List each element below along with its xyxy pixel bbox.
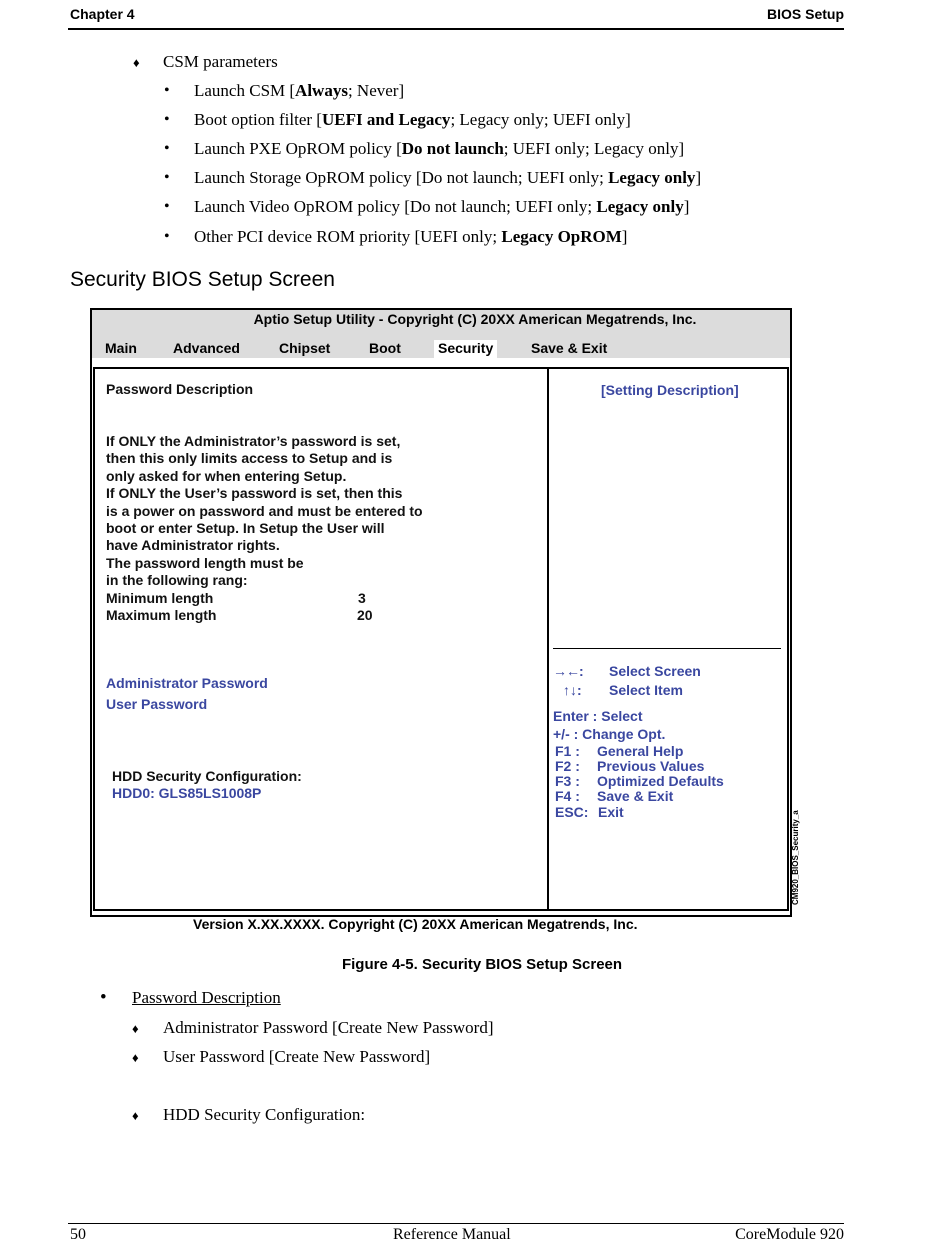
help-divider xyxy=(553,648,781,649)
bios-title: Aptio Setup Utility - Copyright (C) 20XX American Megatrends, Inc. xyxy=(253,311,697,327)
bullet-icon: • xyxy=(164,140,170,157)
up-down-arrow-icon: ↑↓: xyxy=(563,682,582,698)
min-length-label: Minimum length xyxy=(106,590,214,606)
hdd0-item[interactable]: HDD0: GLS85LS1008P xyxy=(112,785,262,801)
diamond-bullet-icon: ♦ xyxy=(132,1021,139,1036)
user-password-item[interactable]: User Password xyxy=(106,696,208,712)
help-f2-key: F2 : xyxy=(555,758,580,774)
bullet-icon: • xyxy=(164,198,170,215)
bullet-icon: • xyxy=(164,111,170,128)
hdd-security-item: HDD Security Configuration: xyxy=(163,1105,366,1124)
diamond-bullet-icon: ♦ xyxy=(132,1050,139,1065)
csm-item: Boot option filter [UEFI and Legacy; Legacy only; UEFI only] xyxy=(194,110,631,129)
max-length-label: Maximum length xyxy=(106,607,217,623)
page-number: 50 xyxy=(70,1226,86,1243)
bios-version: Version X.XX.XXXX. Copyright (C) 20XX American Megatrends, Inc. xyxy=(193,916,638,932)
csm-item: Launch Storage OpROM policy [Do not launch; UEFI only; Legacy only] xyxy=(194,168,702,187)
csm-title: CSM parameters xyxy=(163,52,278,71)
diamond-bullet-icon: ♦ xyxy=(133,55,140,70)
help-select-screen: Select Screen xyxy=(609,663,701,679)
help-enter: Enter : Select xyxy=(553,708,643,724)
administrator-password-item[interactable]: Administrator Password xyxy=(106,675,268,691)
bullet-icon: • xyxy=(164,82,170,99)
help-esc-key: ESC: xyxy=(555,804,589,820)
help-change: +/- : Change Opt. xyxy=(553,726,666,742)
csm-item: Launch PXE OpROM policy [Do not launch; UEFI only; Legacy only] xyxy=(194,139,685,158)
tab-advanced[interactable]: Advanced xyxy=(173,340,240,356)
help-f2: Previous Values xyxy=(597,758,705,774)
header-rule xyxy=(68,28,844,30)
tab-security[interactable]: Security xyxy=(434,340,497,358)
password-description-heading: Password Description xyxy=(106,381,254,397)
help-f3: Optimized Defaults xyxy=(597,773,724,789)
min-length-value: 3 xyxy=(358,590,366,606)
csm-item: Other PCI device ROM priority [UEFI only; Legacy OpROM] xyxy=(194,227,628,246)
list-item: User Password [Create New Password] xyxy=(163,1047,431,1066)
chapter-label: Chapter 4 xyxy=(70,6,135,22)
tab-save-exit[interactable]: Save & Exit xyxy=(531,340,608,356)
help-select-item: Select Item xyxy=(609,682,683,698)
tab-boot[interactable]: Boot xyxy=(369,340,401,356)
password-description-title: Password Description xyxy=(132,988,281,1007)
bullet-icon: • xyxy=(164,169,170,186)
csm-item: Launch Video OpROM policy [Do not launch; UEFI only; Legacy only] xyxy=(194,197,690,216)
bullet-icon: • xyxy=(100,987,107,1008)
left-right-arrow-icon: →←: xyxy=(553,663,583,679)
section-title: Security BIOS Setup Screen xyxy=(70,268,335,291)
tab-main[interactable]: Main xyxy=(105,340,137,356)
max-length-value: 20 xyxy=(357,607,373,623)
footer-rule xyxy=(68,1223,844,1224)
list-item: Administrator Password [Create New Password] xyxy=(163,1018,494,1037)
csm-item: Launch CSM [Always; Never] xyxy=(194,81,405,100)
panel-divider xyxy=(547,367,549,911)
footer-center: Reference Manual xyxy=(393,1226,511,1243)
help-f3-key: F3 : xyxy=(555,773,580,789)
help-f1: General Help xyxy=(597,743,684,759)
tab-chipset[interactable]: Chipset xyxy=(279,340,331,356)
help-f4-key: F4 : xyxy=(555,788,580,804)
help-f4: Save & Exit xyxy=(597,788,674,804)
diamond-bullet-icon: ♦ xyxy=(132,1108,139,1123)
setting-description: [Setting Description] xyxy=(601,382,739,398)
password-description-text: If ONLY the Administrator’s password is set, then this only limits access to Setup and is only asked for when entering Setup. If ONLY the User’s password is set, then this is a power on password and must be entered to boot or enter Setup. In Setup the User will have Administrator rights. The password length must be in the following rang: xyxy=(106,433,423,589)
footer-product: CoreModule 920 xyxy=(735,1226,844,1243)
help-esc: Exit xyxy=(598,804,624,820)
hdd-security-heading: HDD Security Configuration: xyxy=(112,768,302,784)
bullet-icon: • xyxy=(164,228,170,245)
figure-id-label: CM920_BIOS_Security_a xyxy=(791,810,800,905)
figure-caption: Figure 4-5. Security BIOS Setup Screen xyxy=(341,956,623,973)
help-f1-key: F1 : xyxy=(555,743,580,759)
section-label: BIOS Setup xyxy=(766,6,844,22)
